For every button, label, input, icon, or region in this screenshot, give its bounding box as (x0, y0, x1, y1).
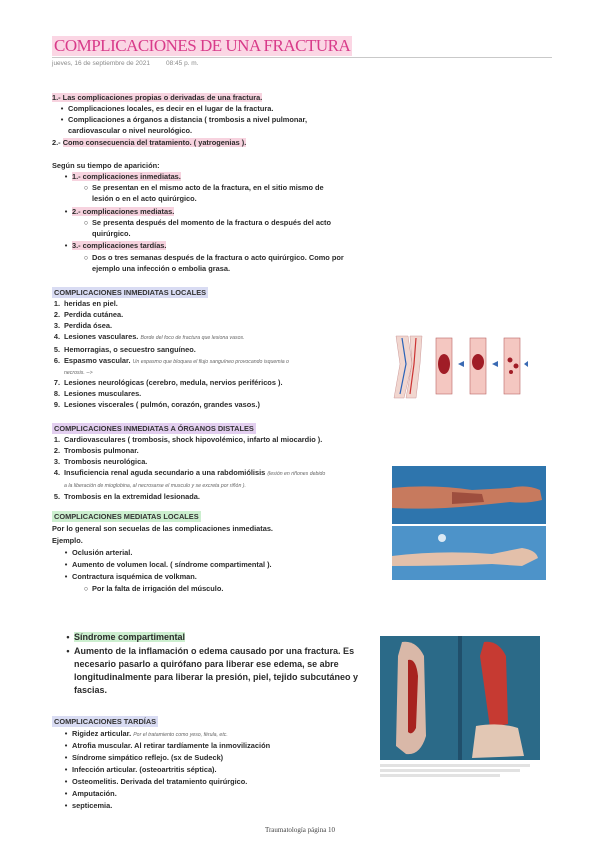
arm-photo-contracture (392, 526, 546, 580)
list-item: 5. Hemorragias, o secuestro sanguíneo. (53, 345, 196, 354)
list-item: 4. Lesiones vasculares. Borde del foco de fractura que lesiona vasos. (53, 332, 245, 341)
list-item-cont: necrosis. --> (64, 370, 93, 376)
distales-heading: COMPLICACIONES INMEDIATAS A ÓRGANOS DISTALES (54, 424, 254, 433)
intro-item-2: 2.- Como consecuencia del tratamiento. ( yatrogenias ). (52, 138, 247, 147)
list-item: • Atrofia muscular. Al retirar tardíamente la inmovilización (64, 741, 271, 750)
list-item: • Osteomelitis. Derivada del tratamiento quirúrgico. (64, 777, 248, 786)
timing-c3-sub-cont: ejemplo una infección o embolia grasa. (92, 264, 230, 273)
intro-sub-1: • Complicaciones locales, es decir en el lugar de la fractura. (60, 104, 274, 113)
list-item: 3. Trombosis neurológica. (53, 457, 148, 466)
locales-list (50, 298, 289, 410)
sindrome-text-cont: necesario pasarlo a quirófano para liberar ese edema, se abre (74, 659, 339, 669)
timing-c3: • 3.- complicaciones tardías. (64, 241, 167, 250)
timing-c2-sub: ○ Se presenta después del momento de la fractura o después del acto (83, 218, 332, 227)
timing-c1-sub: ○ Se presentan en el mismo acto de la fractura, en el sitio mismo de (83, 183, 324, 192)
mediatas-lead: Por lo general son secuelas de las complicaciones inmediatas. (52, 524, 273, 533)
list-item: 3. Perdida ósea. (53, 321, 113, 330)
sindrome-heading: • Síndrome compartimental (66, 632, 186, 642)
intro-sub-2-cont: cardiovascular o nivel neurológico. (68, 126, 193, 135)
sindrome-text-cont: longitudinalmente para liberar la presión, piel, tejido subcutáneo y (74, 672, 359, 682)
page-title: COMPLICACIONES DE UNA FRACTURA (54, 36, 351, 55)
locales-heading: COMPLICACIONES INMEDIATAS LOCALES (54, 288, 207, 297)
list-item: • Rigidez articular. Por el tratamiento como yeso, férula, etc. (64, 729, 228, 738)
list-item: 2. Trombosis pulmonar. (53, 446, 139, 455)
vascular-injury-illustration (390, 334, 530, 400)
page-footer: Traumatología página 10 (264, 826, 336, 834)
timing-c1-sub-cont: lesión o en el acto quirúrgico. (92, 194, 197, 203)
list-item: • Aumento de volumen local. ( síndrome compartimental ). (64, 560, 272, 569)
list-item: 9. Lesiones viscerales ( pulmón, corazón, grandes vasos.) (53, 400, 260, 409)
timing-c3-sub: ○ Dos o tres semanas después de la fractura o acto quirúrgico. Como por (83, 253, 344, 262)
photo-caption-placeholder (380, 763, 540, 779)
list-item: 6. Espasmo vascular. Un espasmo que bloquea el flujo sanguíneo provocando isquemia o (53, 356, 289, 365)
arm-photo-ischemia (392, 466, 546, 524)
sindrome-text: • Aumento de la inflamación o edema causado por una fractura. Es (66, 646, 355, 656)
list-item: • Amputación. (64, 789, 117, 798)
mediatas-heading: COMPLICACIONES MEDIATAS LOCALES (54, 512, 199, 521)
list-item: 5. Trombosis en la extremidad lesionada. (53, 492, 200, 501)
list-item: 1. heridas en piel. (53, 299, 118, 308)
timing-c1: • 1.- complicaciones inmediatas. (64, 172, 181, 181)
tardias-heading: COMPLICACIONES TARDÍAS (54, 717, 157, 726)
list-item: 4. Insuficiencia renal aguda secundario a una rabdomiólisis (lesión en riñones debido (53, 468, 326, 477)
title-divider (52, 57, 552, 58)
list-item: • Síndrome simpático reflejo. (sx de Sudeck) (64, 753, 224, 762)
list-item: • Infección articular. (osteoartritis séptica). (64, 765, 217, 774)
page-time: 08:45 p. m. (166, 60, 199, 67)
intro-sub-2: • Complicaciones a órganos a distancia ( trombosis a nivel pulmonar, (60, 115, 308, 124)
list-item: • Contractura isquémica de volkman. (64, 572, 197, 581)
fasciotomy-photos (380, 636, 540, 760)
list-item: 2. Perdida cutánea. (53, 310, 124, 319)
page-date: jueves, 16 de septiembre de 2021 (52, 60, 150, 67)
sindrome-text-cont: fascias. (74, 685, 108, 695)
list-item: 8. Lesiones musculares. (53, 389, 142, 398)
list-item: 7. Lesiones neurológicas (cerebro, medula, nervios periféricos ). (53, 378, 283, 387)
intro-item-1: 1.- Las complicaciones propias o derivadas de una fractura. (52, 93, 263, 102)
mediatas-sub: ○ Por la falta de irrigación del músculo. (83, 584, 224, 593)
list-item: • Oclusión arterial. (64, 548, 133, 557)
list-item-cont: a la liberación de mioglobina, al necrosarse el musculo y se excreta por riñón ). (64, 483, 246, 489)
list-item: • septicemia. (64, 801, 113, 810)
timing-c2-sub-cont: quirúrgico. (92, 229, 131, 238)
list-item: 1. Cardiovasculares ( trombosis, shock hipovolémico, infarto al miocardio ). (53, 435, 323, 444)
mediatas-example: Ejemplo. (52, 536, 83, 545)
distales-list (50, 434, 325, 502)
timing-lead: Según su tiempo de aparición: (52, 161, 160, 170)
timing-c2: • 2.- complicaciones mediatas. (64, 207, 175, 216)
